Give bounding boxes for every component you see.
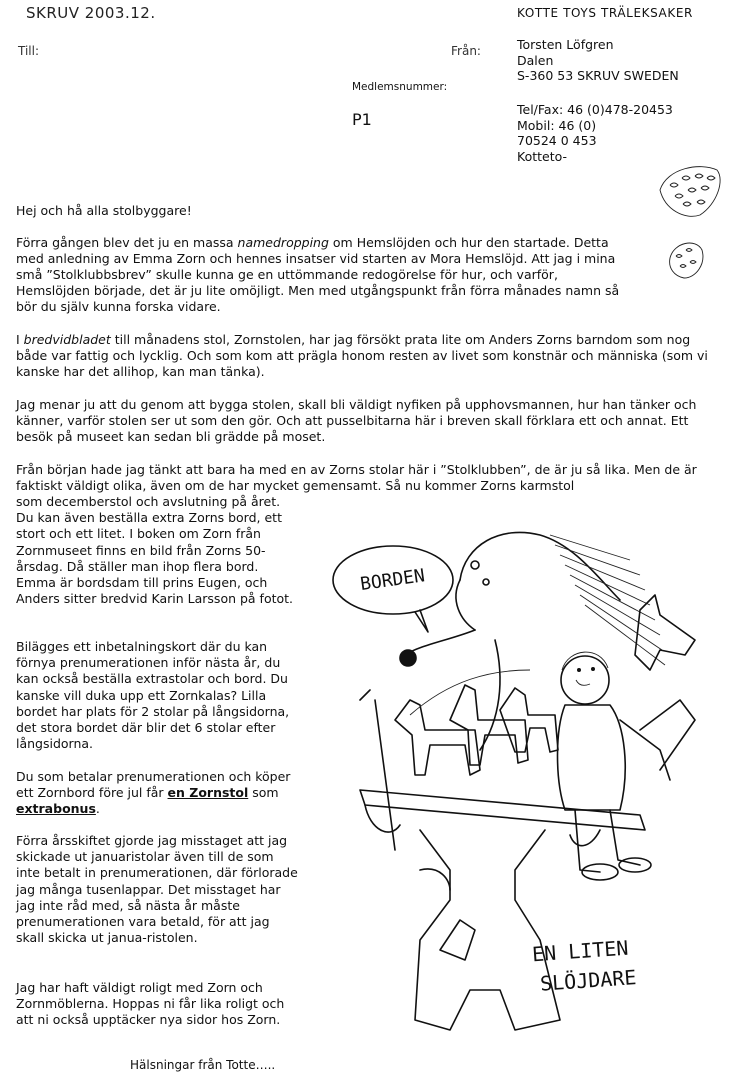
paragraph: Från början hade jag tänkt att bara ha med en av Zorns stolar här i ”Stolklubben”, de är ju så lika. Men de är faktiskt väldigt olika, även om de har mycket gemensamt. Så nu kommer Zorns karmstol (16, 462, 697, 493)
paragraph-text: Förra gången blev det ju en massa (16, 235, 238, 250)
paragraph-text: . (95, 801, 100, 817)
contact-line: 70524 0 453 (517, 133, 597, 148)
to-label: Till: (18, 44, 40, 58)
from-label: Från: (451, 44, 481, 58)
paragraph (16, 769, 299, 818)
contact-line: Mobil: 46 (0) (517, 117, 597, 133)
masthead: SKRUV 2003.12. (26, 4, 156, 22)
caption-line: EN LITEN (531, 935, 630, 967)
caption-line: SLÖJDARE (539, 965, 638, 996)
sender-address (517, 37, 679, 84)
fox-sketch (635, 595, 695, 670)
contact-line: Kotteto- (517, 148, 568, 164)
paragraph-text: I (16, 332, 24, 347)
paragraph-text: Du som betalar prenumerationen och köper ett Zornbord före jul får (16, 769, 291, 801)
emphasis-text: bredvidbladet (23, 332, 111, 347)
paragraph-text: om Hemslöjden och hur den startade. Detta med anledning av Emma Zorn och hennes insatser vid starten av Mora Hemslöjd. Att jag i mina små ”Stolklubbsbrev” skulle kunna ge en uttömmande redogörelse för hur, och varför, Hemslöjden började, det är ju lite omöjligt. Men med utgångspunkt från förra månades namn så bör du själv kunna forska vidare. (16, 235, 620, 314)
sender-line: Dalen (517, 52, 554, 68)
elephant-creature-sketch (400, 532, 665, 750)
extrabonus-link[interactable]: extrabonus (16, 801, 96, 817)
company-name: KOTTE TOYS TRÄLEKSAKER (517, 6, 693, 20)
member-number-value: P1 (352, 110, 372, 129)
paragraph: Jag menar ju att du genom att bygga stolen, skall bli väldigt nyfiken på upphovsmannen, hur han tänker och känner, varför stolen ser ut som den gör. Och att pusselbitarna här i breven skall förklara ett och annat. Ett besök på museet kan sedan bli grädde på moset. (16, 397, 697, 444)
member-number-label: Medlemsnummer: (352, 81, 448, 93)
emphasis-text: namedropping (237, 235, 329, 250)
bubble-text: BORDEN (358, 565, 427, 596)
sender-line: Torsten Löfgren (517, 37, 614, 52)
paragraph (16, 332, 716, 380)
paragraph-text: som (248, 785, 279, 801)
signoff: Hälsningar från Totte….. (130, 1058, 276, 1072)
paragraph: Bilägges ett inbetalningskort där du kan förnya prenumerationen inför nästa år, du kan också beställa extrastolar och bord. Du kanske vill duka upp ett Zornkalas? Lilla bordet har plats för 2 stolar på långsidorna, det stora bordet där blir det 6 stolar efter långsidorna. (16, 639, 290, 752)
contact-line: Tel/Fax: 46 (0)478-20453 (517, 102, 673, 117)
greeting: Hej och hå alla stolbyggare! (16, 203, 192, 218)
zornstol-link[interactable]: en Zornstol (167, 785, 249, 801)
contact-info (517, 102, 717, 164)
paragraph (16, 235, 628, 315)
paragraph: Förra årsskiftet gjorde jag misstaget att jag skickade ut januaristolar även till de som inte betalt in prenumerationen, där förlorade jag många tusenlappar. Det misstaget har jag inte råd med, så nästa år måste prenumerationen vara betald, för att jag skall skicka ut janua-ristolen. (16, 833, 298, 946)
paragraph-text: till månadens stol, Zornstolen, har jag försökt prata lite om Anders Zorns barndom som nog både var fattig och lycklig. Och som kom att prägla honom resten av livet som konstnär och människa (som vi kanske har det allihop, kan man tänka). (16, 332, 708, 379)
wooden-horses-sketch (395, 670, 558, 775)
sender-line: S-360 53 SKRUV SWEDEN (517, 68, 679, 83)
pine-cone-small-icon (666, 236, 706, 281)
illustration-table-toys (300, 520, 710, 1070)
paragraph: Jag har haft väldigt roligt med Zorn och Zornmöblerna. Hoppas ni får lika roligt och att ni också upptäcker nya sidor hos Zorn. (16, 980, 285, 1028)
paragraph: som decemberstol och avslutning på året. Du kan även beställa extra Zorns bord, ett stort och ett litet. I boken om Zorn från Zornmuseet finns en bild från Zorns 50-årsdag. Då ställer man ihop flera bord. Emma är bordsdam till prins Eugen, och Anders sitter bredvid Karin Larsson på fotot. (16, 494, 294, 607)
